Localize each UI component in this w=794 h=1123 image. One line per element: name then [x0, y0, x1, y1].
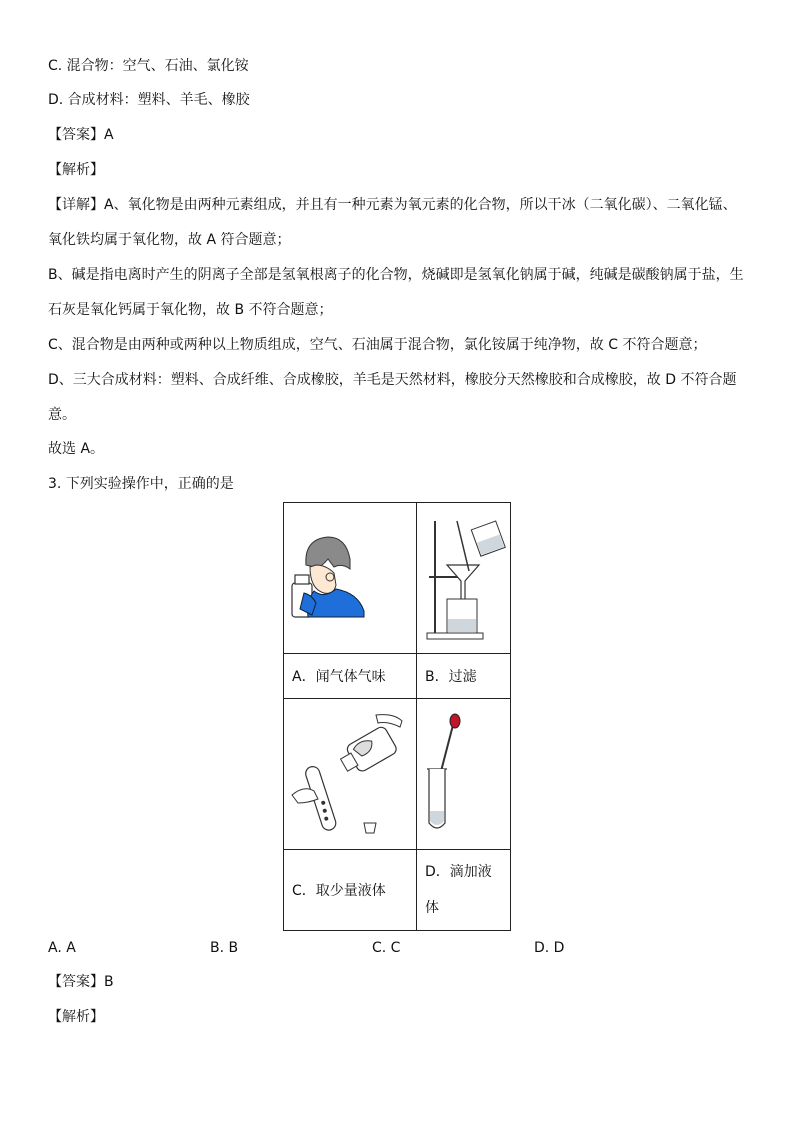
detail-c-line: C、混合物是由两种或两种以上物质组成，空气、石油属于混合物，氯化铵属于纯净物，故 C 不符合题意； [48, 337, 707, 353]
smelling-gas-illustration [284, 503, 416, 653]
figure-d-label-line1: D．滴加液 [425, 864, 492, 880]
figure-c-label: C．取少量液体 [284, 850, 417, 931]
choose-line: 故选 A。 [48, 441, 105, 457]
choice-a: A. A [48, 940, 76, 956]
dropping-liquid-illustration [417, 699, 510, 849]
analysis-label: 【解析】 [48, 162, 104, 178]
choice-b: B. B [210, 940, 239, 956]
figure-b-label: B．过滤 [417, 654, 511, 699]
analysis-label-2: 【解析】 [48, 1009, 104, 1025]
choice-d: D. D [534, 940, 565, 956]
detail-a-line2: 氧化铁均属于氧化物，故 A 符合题意； [48, 232, 291, 248]
figure-d-cell [417, 699, 511, 850]
detail-d-line1: D、三大合成材料：塑料、合成纤维、合成橡胶，羊毛是天然材料，橡胶分天然橡胶和合成橡胶，故 D 不符合题 [48, 372, 737, 388]
detail-b-line1: B、碱是指电离时产生的阴离子全部是氢氧根离子的化合物，烧碱即是氢氧化钠属于碱，纯碱是碳酸钠属于盐，生 [48, 267, 744, 283]
question-3: 3. 下列实验操作中，正确的是 [48, 476, 234, 492]
answer-label-2: 【答案】B [48, 974, 114, 990]
detail-d-line2: 意。 [48, 407, 76, 423]
choice-c: C. C [372, 940, 401, 956]
filtration-illustration [417, 503, 510, 653]
figure-b-cell [417, 503, 511, 654]
option-c-line: C. 混合物：空气、石油、氯化铵 [48, 58, 249, 74]
figure-d-label-line2: 体 [425, 900, 439, 916]
answer-label: 【答案】A [48, 127, 114, 143]
figure-d-label [417, 850, 511, 931]
figure-a-label: A．闻气体气味 [284, 654, 417, 699]
taking-liquid-illustration [284, 699, 416, 849]
option-d-line: D. 合成材料：塑料、羊毛、橡胶 [48, 92, 250, 108]
figure-c-cell [284, 699, 417, 850]
figure-a-cell [284, 503, 417, 654]
detail-a-line1: 【详解】A、氧化物是由两种元素组成，并且有一种元素为氧元素的化合物，所以干冰（二氧化碳）、二氧化锰、 [48, 197, 737, 213]
detail-b-line2: 石灰是氧化钙属于氧化物，故 B 不符合题意； [48, 302, 333, 318]
experiment-figure-table [283, 502, 511, 931]
